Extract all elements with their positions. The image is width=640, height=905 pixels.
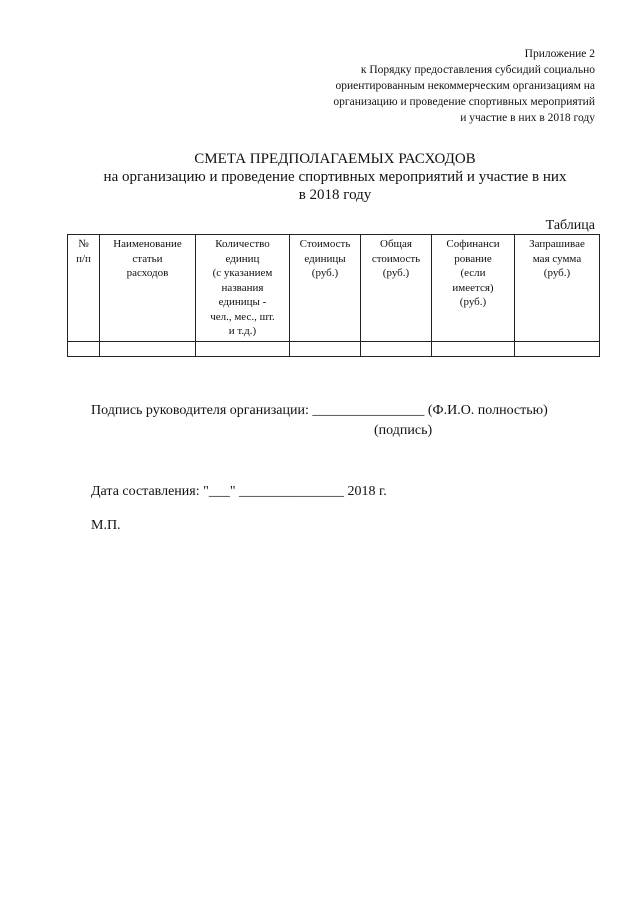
date-line: Дата составления: "___" _______________ 2018 г. xyxy=(91,484,387,499)
table-cell[interactable] xyxy=(68,342,100,357)
table-row xyxy=(68,342,600,357)
header-text: чел., мес., шт. xyxy=(210,310,275,323)
header-text: № xyxy=(78,238,89,250)
header-cell-unit-cost xyxy=(290,235,361,342)
table-cell[interactable] xyxy=(100,342,196,357)
stamp-place: М.П. xyxy=(91,518,121,533)
subtitle-line: на организацию и проведение спортивных мероприятий и участие в них xyxy=(103,169,567,185)
header-text: Общая xyxy=(380,238,412,250)
header-text: и т.д.) xyxy=(228,325,257,337)
header-cell-requested-amount xyxy=(515,235,600,342)
header-text: (если xyxy=(460,267,486,279)
signature-hint: (подпись) xyxy=(374,423,433,438)
signature-line: Подпись руководителя организации: ________________ (Ф.И.О. полностью) xyxy=(91,403,548,418)
header-text: п/п xyxy=(76,252,91,265)
table-cell[interactable] xyxy=(361,342,432,357)
header-text: имеется) xyxy=(452,281,494,294)
header-text: (руб.) xyxy=(311,267,339,279)
table-cell[interactable] xyxy=(432,342,515,357)
header-text: рование xyxy=(454,252,492,265)
subtitle-line: в 2018 году xyxy=(298,187,372,203)
header-text: расходов xyxy=(126,267,169,279)
header-text: мая сумма xyxy=(532,252,582,265)
header-text: Количество xyxy=(215,238,270,250)
title-line: СМЕТА ПРЕДПОЛАГАЕМЫХ РАСХОДОВ xyxy=(194,151,476,167)
table-header-row xyxy=(68,235,600,342)
annex-line: ориентированным некоммерческим организациям на xyxy=(335,80,595,92)
header-text: стоимость xyxy=(371,252,421,265)
annex-line: и участие в них в 2018 году xyxy=(460,112,595,124)
expense-table xyxy=(67,234,600,357)
header-cell-quantity xyxy=(196,235,290,342)
header-text: (с указанием xyxy=(212,267,273,279)
annex-line: Приложение 2 xyxy=(524,48,595,60)
table-cell[interactable] xyxy=(515,342,600,357)
header-text: названия xyxy=(221,281,264,294)
header-cell-cofinancing xyxy=(432,235,515,342)
header-text: Запрашивае xyxy=(529,238,585,250)
header-text: статьи xyxy=(132,252,163,265)
header-text: Софинанси xyxy=(446,238,500,250)
header-cell-total-cost xyxy=(361,235,432,342)
header-text: единицы xyxy=(304,252,346,265)
table-label: Таблица xyxy=(545,218,595,233)
header-text: (руб.) xyxy=(382,267,410,279)
header-text: единицы - xyxy=(218,296,267,308)
header-text: Наименование xyxy=(113,238,182,250)
header-text: единиц xyxy=(225,252,260,265)
table-cell[interactable] xyxy=(290,342,361,357)
annex-header xyxy=(265,46,595,126)
header-cell-item-name xyxy=(100,235,196,342)
header-text: (руб.) xyxy=(543,267,571,279)
annex-line: организацию и проведение спортивных мероприятий xyxy=(333,96,595,108)
document-title xyxy=(70,150,600,204)
annex-line: к Порядку предоставления субсидий социально xyxy=(360,64,595,76)
table-cell[interactable] xyxy=(196,342,290,357)
header-cell-number xyxy=(68,235,100,342)
header-text: Стоимость xyxy=(299,238,351,250)
header-text: (руб.) xyxy=(459,296,487,308)
